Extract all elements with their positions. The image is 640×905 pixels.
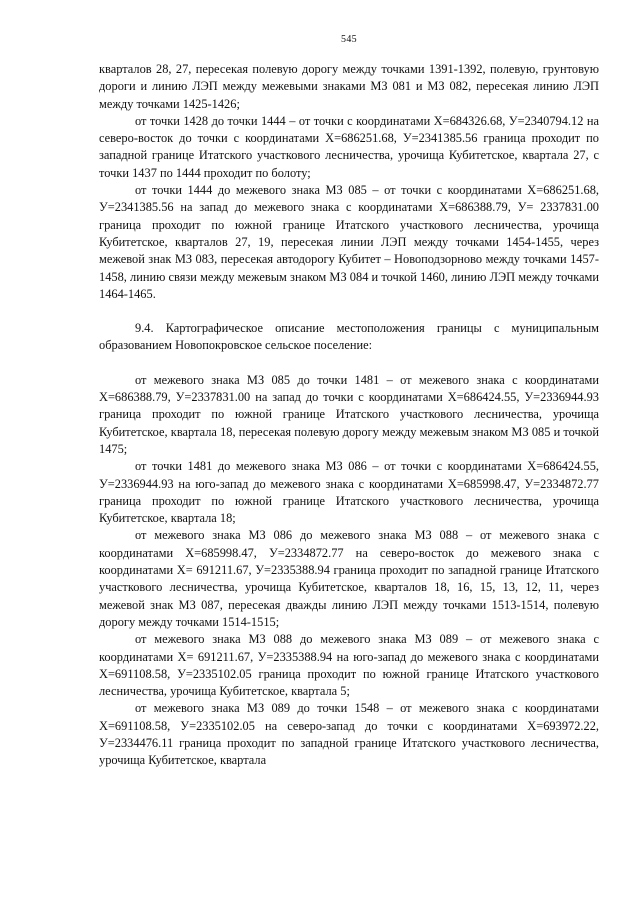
paragraph-continuation: кварталов 28, 27, пересекая полевую дорогу между точками 1391-1392, полевую, грунтовую дороги и линию ЛЭП между межевыми знаками МЗ 081 и МЗ 082, пересекая линию ЛЭП между точками 1425-1426; bbox=[99, 62, 599, 111]
paragraph-1444-mz085: от точки 1444 до межевого знака МЗ 085 – от точки с координатами X=686251.68, У=2341385.56 на запад до межевого знака с координатами X=686388.79, У= 2337831.00 граница проходит по южной границе Итатского участкового лесничества, урочища Кубитетское, кварталов 27, 19, пересекая линии ЛЭП между точками 1454-1455, через межевой знак МЗ 083, пересекая автодорогу Кубитет – Новоподзорново между точками 1457-1458, линию связи между межевым знаком МЗ 084 и точкой 1460, линию ЛЭП между точками 1464-1465. bbox=[99, 183, 599, 301]
paragraph-mz086-mz088: от межевого знака МЗ 086 до межевого знака МЗ 088 – от межевого знака с координатами X=685998.47, У=2334872.77 на северо-восток до межевого знака с координатами X= 691211.67, У=2335388.94 граница проходит по западной границе Итатского участкового лесничества, урочища Кубитетское, кварталов 18, 16, 15, 13, 12, 11, через межевой знак МЗ 087, пересекая дважды линию ЛЭП между точками 1513-1514, полевую дорогу между точками 1514-1515; bbox=[99, 528, 599, 629]
paragraph-1481-mz086: от точки 1481 до межевого знака МЗ 086 – от точки с координатами X=686424.55, У=2336944.93 на юго-запад до межевого знака с координатами X=685998.47, У=2334872.77 граница проходит по южной границе Итатского участкового лесничества, урочища Кубитетское, квартала 18; bbox=[99, 459, 599, 526]
paragraph-mz085-1481: от межевого знака МЗ 085 до точки 1481 – от межевого знака с координатами X=686388.79, У=2337831.00 на запад до точки с координатами X=686424.55, У=2336944.93 граница проходит по южной границе Итатского участкового лесничества, урочища Кубитетское, квартала 18, пересекая полевую дорогу между межевым знаком МЗ 085 и точкой 1475; bbox=[99, 372, 599, 456]
paragraph-1428-1444: от точки 1428 до точки 1444 – от точки с координатами X=684326.68, У=2340794.12 на северо-восток до точки с координатами X=686251.68, У=2341385.56 граница проходит по западной границе Итатского участкового лесничества, урочища Кубитетское, квартала 27, с точки 1437 по 1444 проходит по болоту; bbox=[99, 113, 599, 180]
paragraph-mz088-mz089: от межевого знака МЗ 088 до межевого знака МЗ 089 – от межевого знака с координатами X= 691211.67, У=2335388.94 на юго-запад до межевого знака с координатами X=691108.58, У=2335102.05 граница проходит по южной границе Итатского участкового лесничества, урочища Кубитетское, квартала 5; bbox=[99, 632, 599, 699]
page-number: 545 bbox=[341, 34, 357, 45]
section-heading-9-4: 9.4. Картографическое описание местоположения границы с муниципальным образованием Новопокровское сельское поселение: bbox=[99, 321, 599, 353]
paragraph-mz089-1548: от межевого знака МЗ 089 до точки 1548 – от межевого знака с координатами X=691108.58, У=2335102.05 на северо-запад до точки с координатами X=693972.22, У=2334476.11 граница проходит по западной границе Итатского участкового лесничества, урочища Кубитетское, квартала bbox=[99, 701, 599, 768]
document-page bbox=[99, 34, 599, 770]
